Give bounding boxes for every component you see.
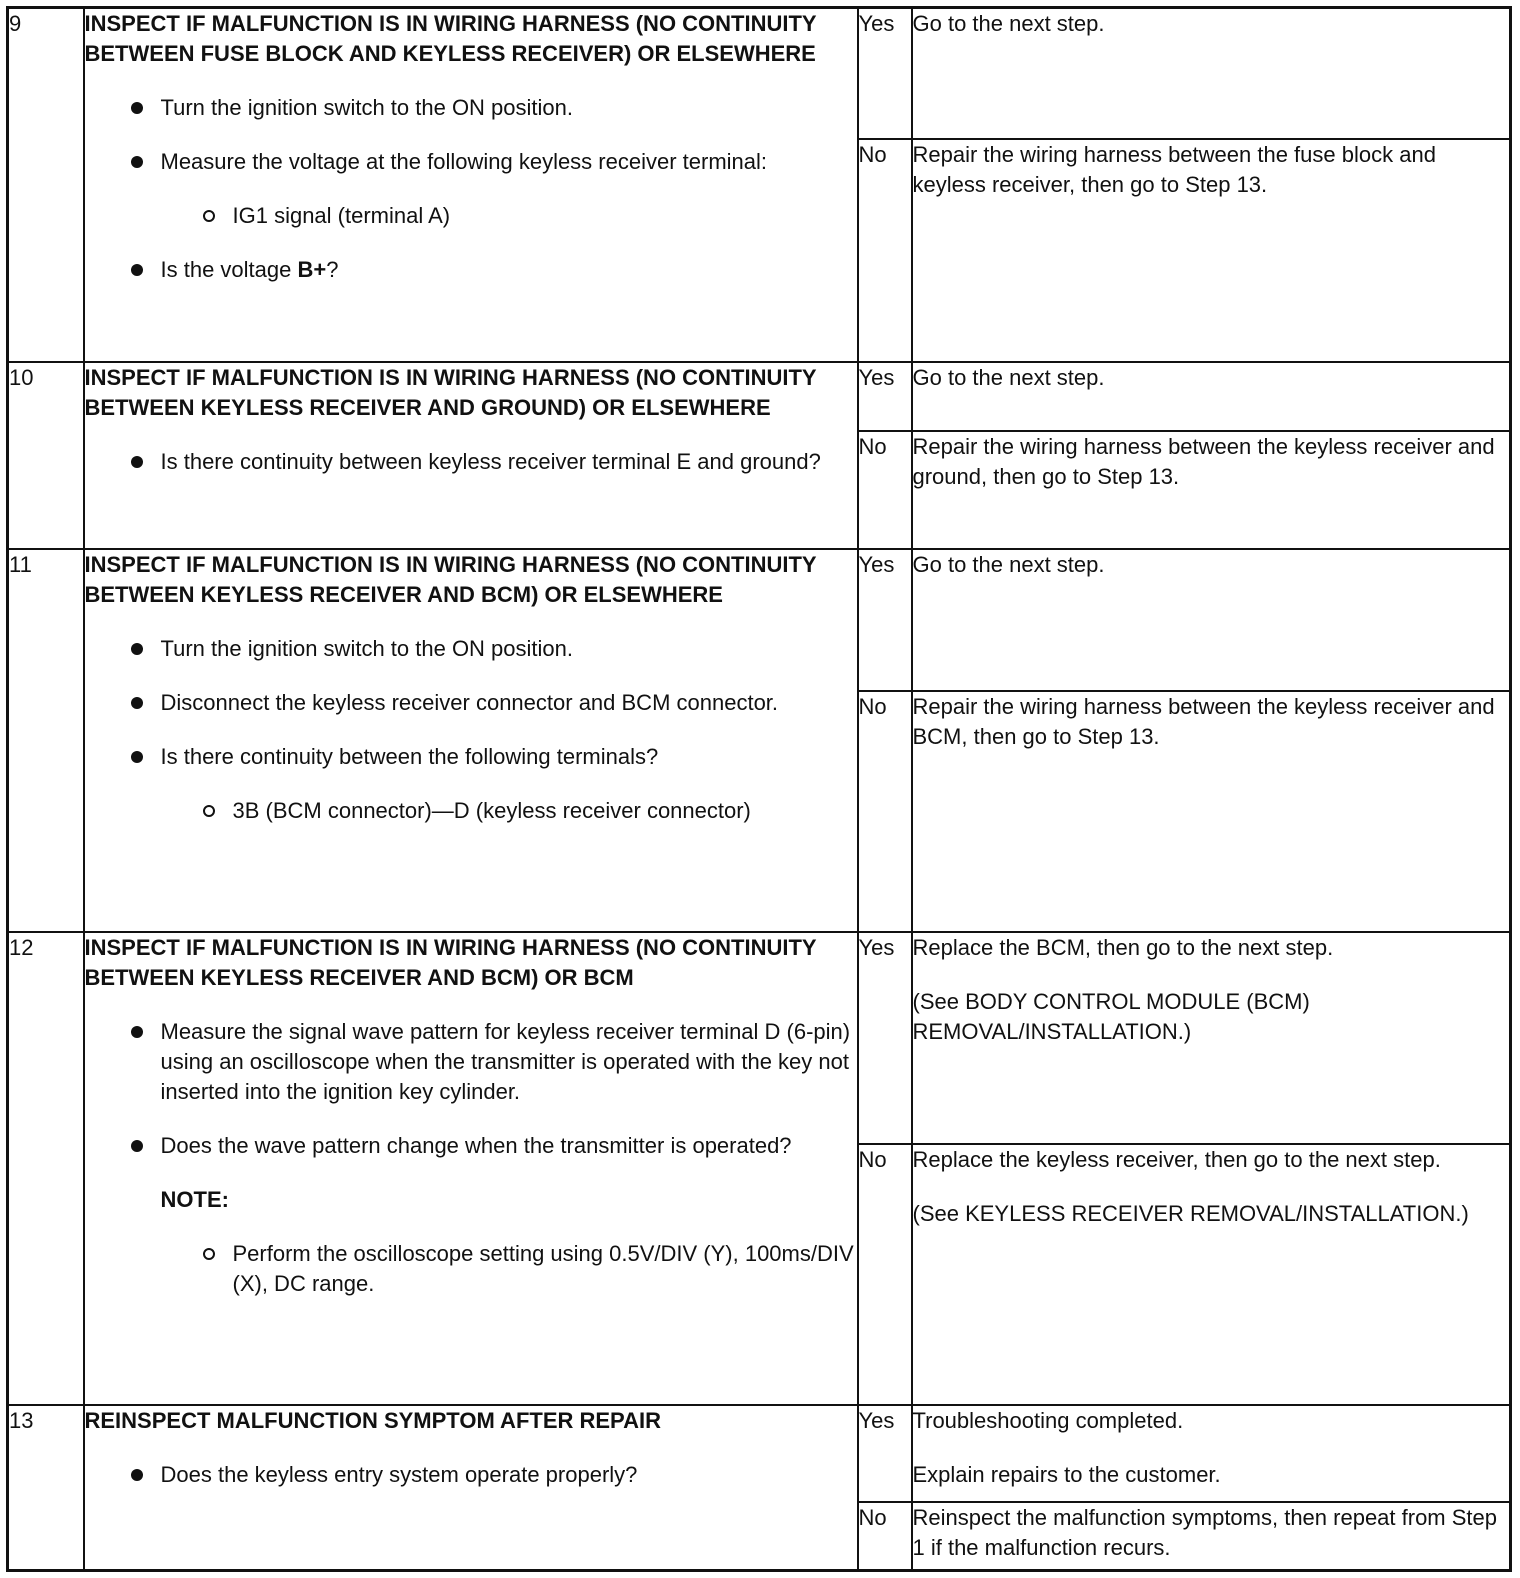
action-text: Reinspect the malfunction symptoms, then repeat from Step 1 if the malfunction recurs. [912, 1504, 1498, 1560]
action-text: Repair the wiring harness between the fuse block and keyless receiver, then go to Step 13. [912, 141, 1436, 197]
yes-label: Yes [858, 362, 912, 432]
bullet-item: Measure the signal wave pattern for keyless receiver terminal D (6-pin) using an oscilloscope when the transmitter is operated with the key not inserted into the ignition key cylinder. [85, 1017, 857, 1107]
bullet-item: Is there continuity between keyless receiver terminal E and ground? [85, 447, 857, 477]
step-title: INSPECT IF MALFUNCTION IS IN WIRING HARNESS (NO CONTINUITY BETWEEN FUSE BLOCK AND KEYLESS RECEIVER) OR ELSEWHERE [84, 11, 817, 66]
action-reference: (See BODY CONTROL MODULE (BCM) REMOVAL/INSTALLATION.) [912, 988, 1310, 1044]
step-title: INSPECT IF MALFUNCTION IS IN WIRING HARNESS (NO CONTINUITY BETWEEN KEYLESS RECEIVER AND BCM) OR ELSEWHERE [84, 552, 817, 608]
action-text: Repair the wiring harness between the keyless receiver and BCM, then go to Step 13. [912, 693, 1495, 749]
bullet-item: Does the wave pattern change when the transmitter is operated? [85, 1131, 857, 1161]
bullet-item: Turn the ignition switch to the ON position. [85, 93, 857, 123]
yes-label: Yes [858, 8, 912, 139]
no-action [912, 1144, 1511, 1405]
bullet-item: Disconnect the keyless receiver connector and BCM connector. [85, 688, 857, 718]
step-row-12 [8, 932, 1511, 1144]
step-number: 9 [8, 8, 84, 362]
bullet-bold-text: B+ [297, 257, 327, 282]
step-inspection [84, 932, 858, 1405]
no-label: No [858, 1144, 912, 1405]
step-inspection [84, 549, 858, 931]
bullet-text: ? [326, 257, 339, 282]
bullet-item: Is there continuity between the following terminals? [85, 742, 857, 772]
no-label: No [858, 1502, 912, 1571]
action-text: Replace the BCM, then go to the next step. [912, 934, 1334, 960]
step-row-9 [8, 8, 1511, 139]
action-text: Go to the next step. [912, 11, 1105, 36]
bullet-item: Measure the voltage at the following keyless receiver terminal: [85, 147, 857, 177]
yes-label: Yes [858, 932, 912, 1144]
action-reference: (See KEYLESS RECEIVER REMOVAL/INSTALLATION.) [912, 1200, 1469, 1226]
no-action [912, 431, 1511, 549]
yes-action [912, 549, 1511, 690]
note-label: NOTE: [160, 1186, 229, 1212]
no-label: No [858, 431, 912, 549]
bullet-item: Turn the ignition switch to the ON position. [85, 634, 857, 664]
step-row-10 [8, 362, 1511, 432]
step-row-13 [8, 1405, 1511, 1502]
no-action [912, 1502, 1511, 1571]
step-inspection [84, 1405, 858, 1571]
step-title: INSPECT IF MALFUNCTION IS IN WIRING HARNESS (NO CONTINUITY BETWEEN KEYLESS RECEIVER AND GROUND) OR ELSEWHERE [84, 364, 817, 420]
sub-bullet-item: 3B (BCM connector)—D (keyless receiver connector) [85, 796, 857, 826]
no-label: No [858, 139, 912, 362]
bullet-text: Is the voltage [160, 257, 298, 282]
bullet-item: Does the keyless entry system operate properly? [85, 1460, 857, 1490]
step-number: 10 [8, 362, 84, 550]
action-text: Explain repairs to the customer. [912, 1461, 1221, 1487]
yes-action [912, 362, 1511, 432]
step-inspection [84, 362, 858, 550]
troubleshooting-table [6, 6, 1512, 1572]
step-number: 12 [8, 932, 84, 1405]
sub-bullet-item: Perform the oscilloscope setting using 0.5V/DIV (Y), 100ms/DIV (X), DC range. [85, 1239, 857, 1299]
action-text: Replace the keyless receiver, then go to the next step. [912, 1146, 1441, 1172]
step-inspection [84, 8, 858, 362]
step-number: 11 [8, 549, 84, 931]
yes-action [912, 1405, 1511, 1502]
yes-action [912, 932, 1511, 1144]
action-text: Go to the next step. [912, 552, 1105, 578]
step-title: INSPECT IF MALFUNCTION IS IN WIRING HARNESS (NO CONTINUITY BETWEEN KEYLESS RECEIVER AND BCM) OR BCM [84, 934, 817, 990]
yes-action [912, 8, 1511, 139]
step-row-11 [8, 549, 1511, 690]
yes-label: Yes [858, 549, 912, 690]
step-number: 13 [8, 1405, 84, 1571]
action-text: Repair the wiring harness between the keyless receiver and ground, then go to Step 13. [912, 434, 1495, 490]
yes-label: Yes [858, 1405, 912, 1502]
no-action [912, 139, 1511, 362]
no-action [912, 691, 1511, 932]
step-title: REINSPECT MALFUNCTION SYMPTOM AFTER REPAIR [84, 1407, 661, 1433]
no-label: No [858, 691, 912, 932]
sub-bullet-item: IG1 signal (terminal A) [85, 201, 857, 231]
action-text: Troubleshooting completed. [912, 1407, 1184, 1433]
bullet-item [85, 255, 857, 285]
action-text: Go to the next step. [912, 364, 1105, 390]
